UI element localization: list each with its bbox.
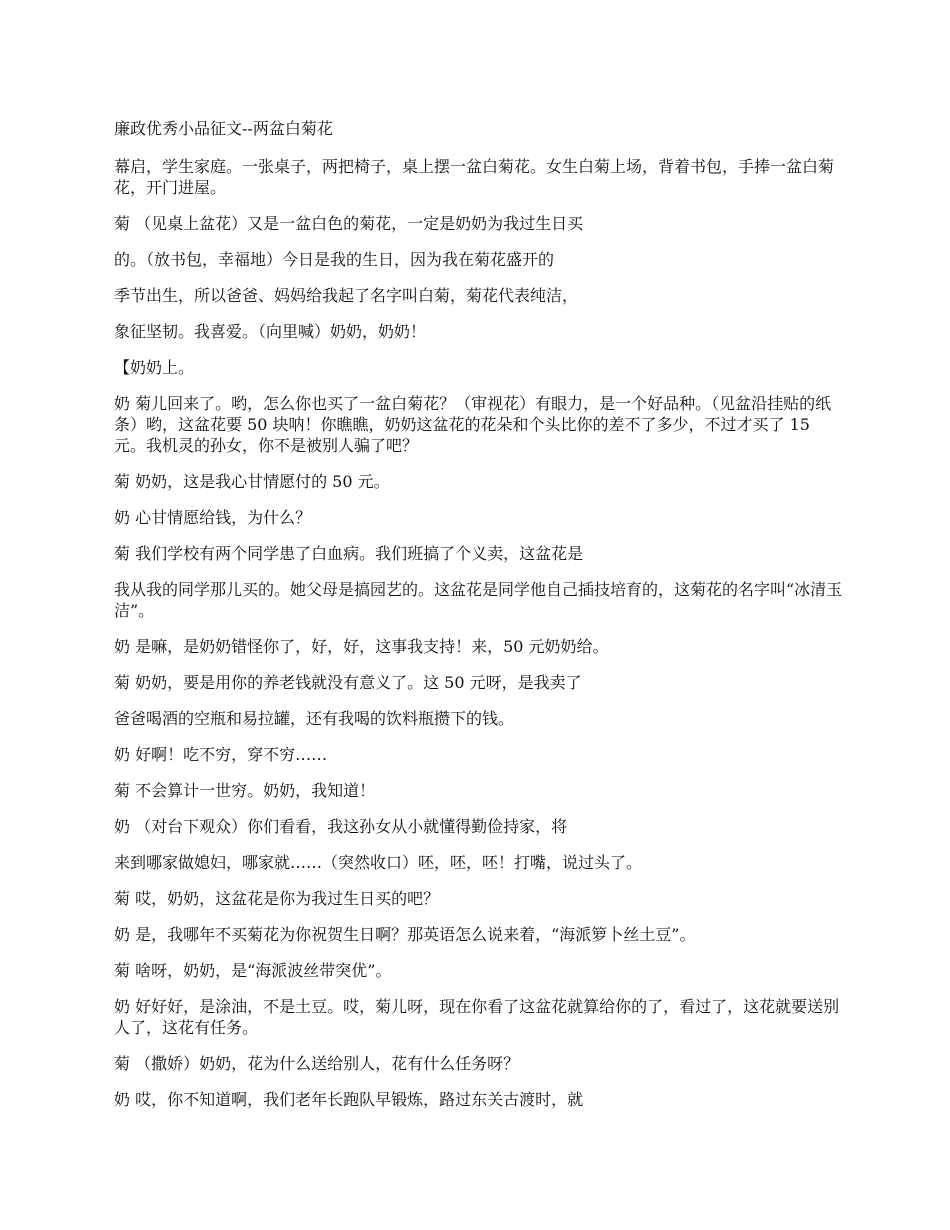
paragraph-17: 奶 （对台下观众）你们看看，我这孙女从小就懂得勤俭持家，将: [114, 817, 568, 836]
paragraph-5: 象征坚韧。我喜爱。（向里喊）奶奶，奶奶！: [114, 322, 427, 341]
paragraph-9: 奶 心甘情愿给钱，为什么？: [114, 508, 312, 527]
paragraph-23: 菊 （撒娇）奶奶，花为什么送给别人，花有什么任务呀？: [114, 1054, 520, 1073]
paragraph-18: 来到哪家做媳妇，哪家就……（突然收口）呸，呸，呸！打嘴，说过头了。: [114, 853, 643, 872]
paragraph-11: 我从我的同学那儿买的。她父母是搞园艺的。这盆花是同学他自己插技培育的，这菊花的名字叫“冰清玉洁”。: [114, 580, 843, 620]
paragraph-6: 【奶奶上。: [114, 358, 195, 377]
document-title: 廉政优秀小品征文--两盆白菊花: [114, 119, 333, 138]
paragraph-19: 菊 哎，奶奶，这盆花是你为我过生日买的吧？: [114, 889, 440, 908]
document-page: [114, 118, 844, 1125]
paragraph-24: 奶 哎，你不知道啊，我们老年长跑队早锻炼，路过东关古渡时，就: [114, 1090, 584, 1109]
paragraph-8: 菊 奶奶，这是我心甘情愿付的 50 元。: [114, 472, 390, 491]
paragraph-3: 的。（放书包，幸福地）今日是我的生日，因为我在菊花盛开的: [114, 250, 555, 269]
paragraph-15: 奶 好啊！吃不穷，穿不穷……: [114, 745, 328, 764]
paragraph-20: 奶 是，我哪年不买菊花为你祝贺生日啊？那英语怎么说来着，“海派箩卜丝土豆”。: [114, 925, 696, 944]
paragraph-2: 菊 （见桌上盆花）又是一盆白色的菊花，一定是奶奶为我过生日买: [114, 214, 584, 233]
paragraph-10: 菊 我们学校有两个同学患了白血病。我们班搞了个义卖，这盆花是: [114, 544, 584, 563]
paragraph-21: 菊 啥呀，奶奶，是“海派波丝带突优”。: [114, 961, 392, 980]
paragraph-4: 季节出生，所以爸爸、妈妈给我起了名字叫白菊，菊花代表纯洁，: [114, 286, 579, 305]
paragraph-14: 爸爸喝酒的空瓶和易拉罐，还有我喝的饮料瓶攒下的钱。: [114, 709, 515, 728]
paragraph-7: 奶 菊儿回来了。哟，怎么你也买了一盆白菊花？（审视花）有眼力，是一个好品种。（见盆沿挂贴的纸条）哟，这盆花要 50 块呐！你瞧瞧，奶奶这盆花的花朵和个头比你的差不了多少，不过才买了 15 元。我机灵的孙女，你不是被别人骗了吧？: [114, 394, 832, 455]
paragraph-12: 奶 是嘛，是奶奶错怪你了，好，好，这事我支持！来，50 元奶奶给。: [114, 637, 609, 656]
paragraph-1: 幕启，学生家庭。一张桌子，两把椅子，桌上摆一盆白菊花。女生白菊上场，背着书包，手捧一盆白菊花，开门进屋。: [114, 157, 835, 197]
paragraph-13: 菊 奶奶，要是用你的养老钱就没有意义了。这 50 元呀，是我卖了: [114, 673, 582, 692]
paragraph-22: 奶 好好好，是涂油，不是土豆。哎，菊儿呀，现在你看了这盆花就算给你的了，看过了，这花就要送别人了，这花有任务。: [114, 997, 840, 1037]
paragraph-16: 菊 不会算计一世穷。奶奶，我知道！: [114, 781, 376, 800]
